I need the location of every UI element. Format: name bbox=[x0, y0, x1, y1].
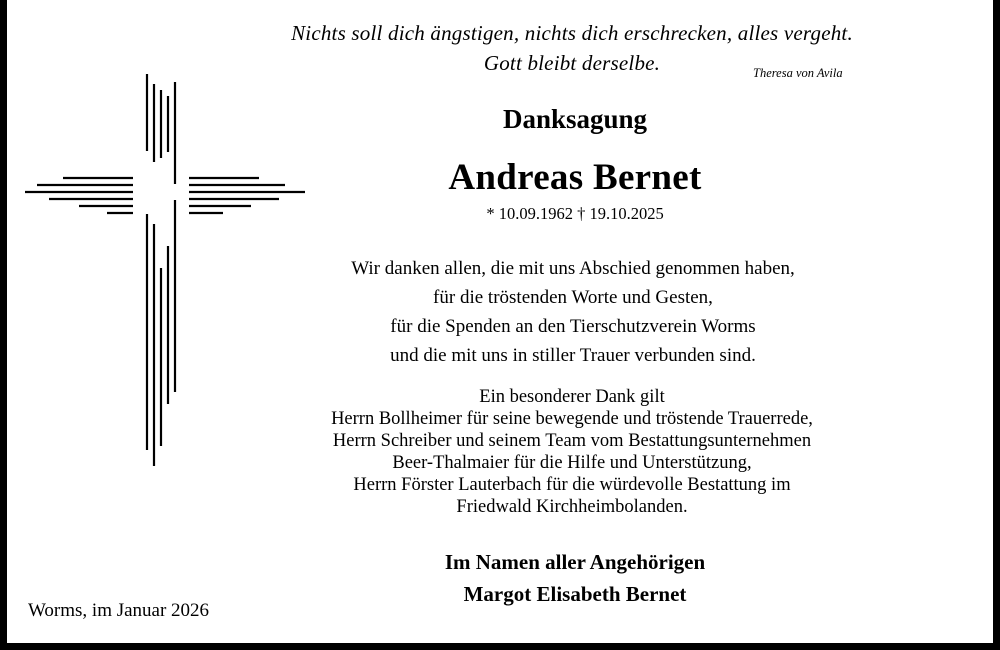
special-thanks-line: Beer-Thalmaier für die Hilfe und Unterstützung, bbox=[392, 453, 752, 473]
quote bbox=[7, 18, 1000, 78]
deceased-name: Andreas Bernet bbox=[448, 157, 702, 198]
special-thanks-line: Herrn Förster Lauterbach für die würdevolle Bestattung im bbox=[353, 475, 791, 495]
special-thanks-line: Herrn Schreiber und seinem Team vom Bestattungsunternehmen bbox=[332, 431, 812, 451]
thanks-line: und die mit uns in stiller Trauer verbunden sind. bbox=[390, 345, 756, 366]
place-date: Worms, im Januar 2026 bbox=[28, 600, 210, 621]
quote-line-2: Gott bleibt derselbe. bbox=[483, 51, 661, 75]
life-dates: * 10.09.1962 † 19.10.2025 bbox=[486, 204, 664, 223]
signature-line-1: Im Namen aller Angehörigen bbox=[444, 550, 706, 574]
thanks-line: Wir danken allen, die mit uns Abschied genommen haben, bbox=[351, 258, 795, 279]
signature-line-2: Margot Elisabeth Bernet bbox=[463, 582, 687, 606]
title: Danksagung bbox=[502, 104, 648, 134]
thanks-line: für die Spenden an den Tierschutzverein Worms bbox=[390, 316, 756, 337]
special-thanks-text bbox=[7, 386, 1000, 518]
thanks-line: für die tröstenden Worte und Gesten, bbox=[433, 287, 713, 308]
quote-author: Theresa von Avila bbox=[753, 66, 843, 80]
special-thanks-line: Friedwald Kirchheimbolanden. bbox=[456, 497, 688, 517]
special-thanks-line: Ein besonderer Dank gilt bbox=[479, 387, 665, 407]
quote-line-1: Nichts soll dich ängstigen, nichts dich erschrecken, alles vergeht. bbox=[291, 21, 853, 45]
special-thanks-line: Herrn Bollheimer für seine bewegende und tröstende Trauerrede, bbox=[331, 409, 813, 429]
thanks-text bbox=[7, 254, 1000, 370]
